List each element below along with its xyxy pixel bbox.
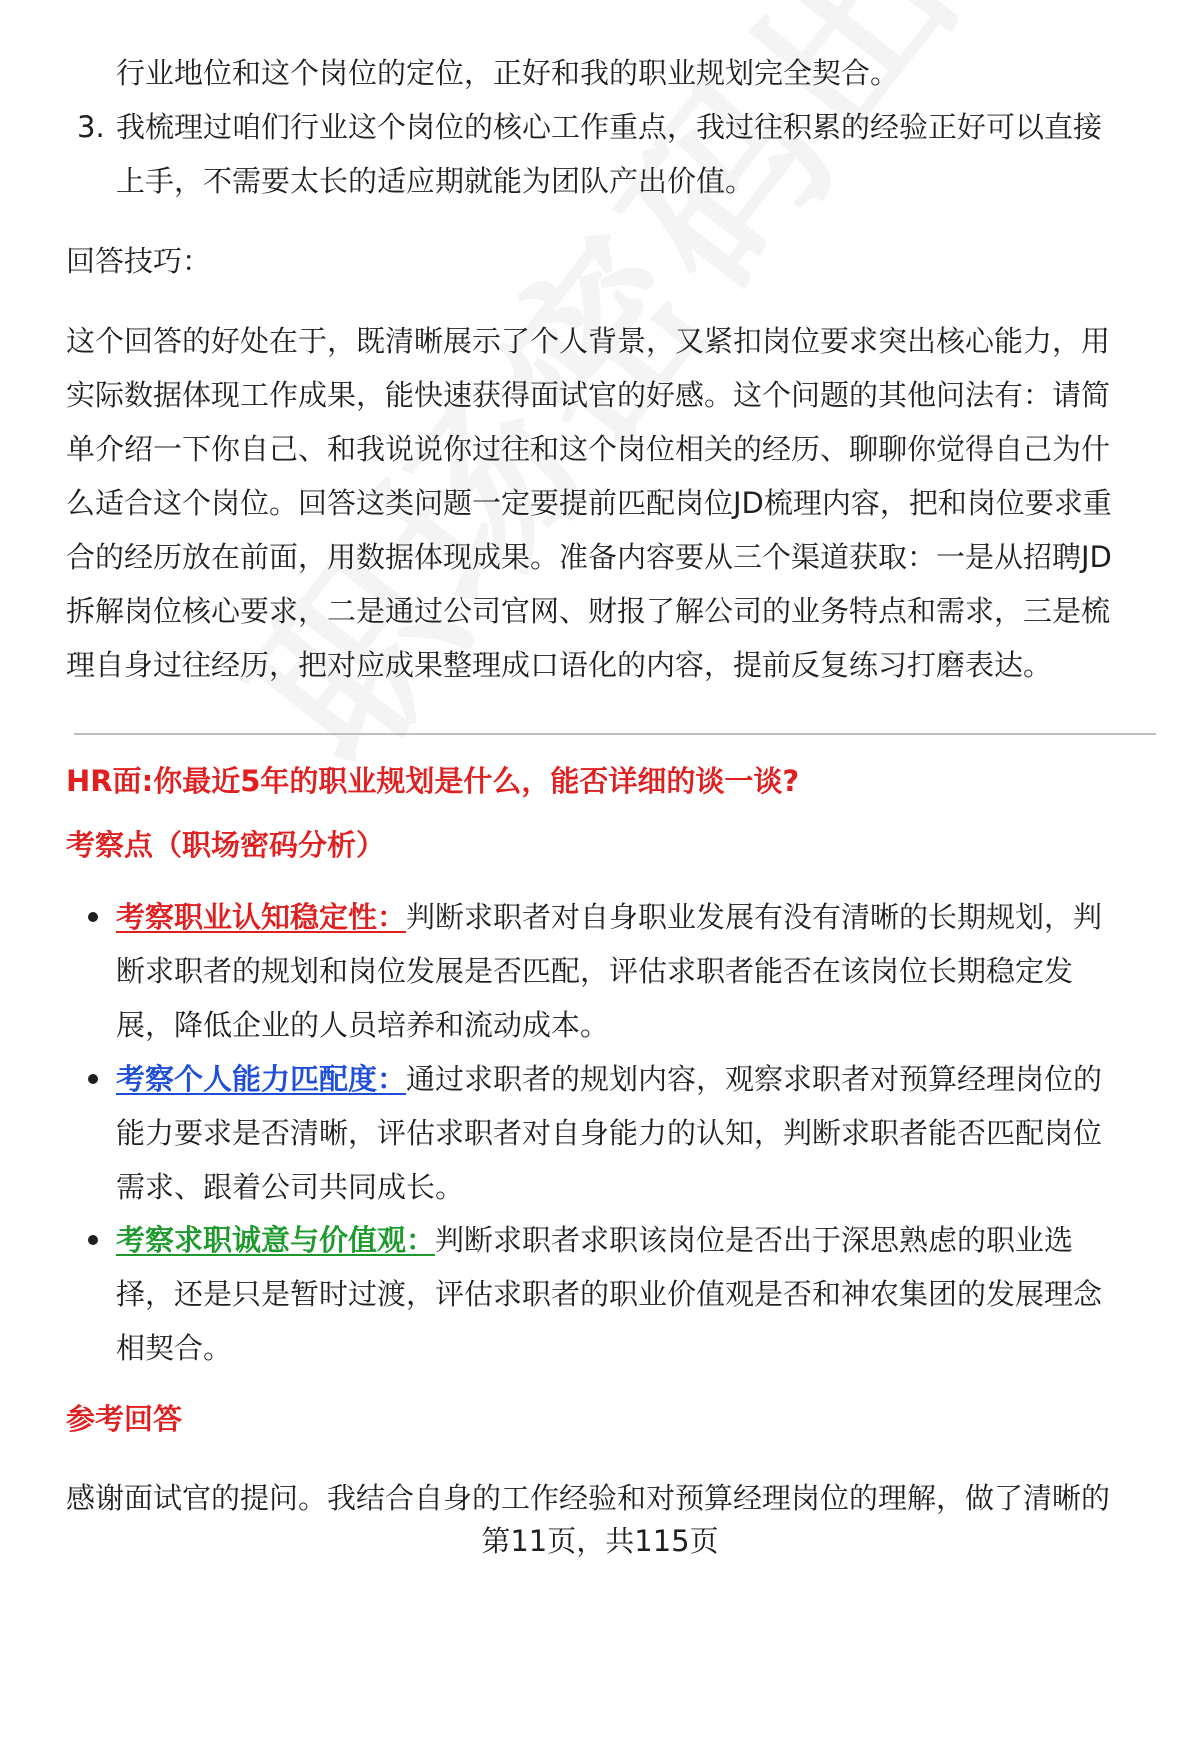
tips-paragraph-line: 么适合这个岗位。回答这类问题一定要提前匹配岗位JD梳理内容，把和岗位要求重 [66,486,1112,520]
answer-heading: 参考回答 [66,1402,183,1436]
point-2-text: 通过求职者的规划内容，观察求职者对预算经理岗位的 [406,1062,1103,1096]
tips-paragraph-line: 单介绍一下你自己、和我说说你过往和这个岗位相关的经历、聊聊你觉得自己为什 [66,432,1111,466]
section-divider [74,733,1156,735]
list-item-number: 3. [77,110,105,144]
point-3-key: 考察求职诚意与价值观： [116,1223,436,1257]
bullet-dot [88,912,98,922]
list-item-3-line-2: 上手，不需要太长的适应期就能为团队产出价值。 [116,164,755,198]
point-3-line-3: 相契合。 [116,1331,233,1365]
point-2-key: 考察个人能力匹配度： [116,1062,407,1096]
tips-paragraph-line: 这个回答的好处在于，既清晰展示了个人背景，又紧扣岗位要求突出核心能力，用 [66,324,1111,358]
point-1-line-2: 断求职者的规划和岗位发展是否匹配，评估求职者能否在该岗位长期稳定发 [116,954,1074,988]
point-3-line-2: 择，还是只是暂时过渡，评估求职者的职业价值观是否和神农集团的发展理念 [116,1277,1103,1311]
point-1-line-3: 展，降低企业的人员培养和流动成本。 [116,1008,610,1042]
point-1-key: 考察职业认知稳定性： [116,900,407,934]
tips-paragraph-line: 理自身过往经历，把对应成果整理成口语化的内容，提前反复练习打磨表达。 [66,648,1053,682]
point-2-line-2: 能力要求是否清晰，评估求职者对自身能力的认知，判断求职者能否匹配岗位 [116,1116,1103,1150]
list-item-3-line-1: 我梳理过咱们行业这个岗位的核心工作重点，我过往积累的经验正好可以直接 [116,110,1103,144]
tips-paragraph-line: 合的经历放在前面，用数据体现成果。准备内容要从三个渠道获取：一是从招聘JD [66,540,1112,574]
answer-line-1: 感谢面试官的提问。我结合自身的工作经验和对预算经理岗位的理解，做了清晰的 [66,1481,1111,1515]
point-1-text: 判断求职者对自身职业发展有没有清晰的长期规划，判 [406,900,1103,934]
point-1-line-1 [116,898,1102,936]
page-number-footer: 第11页，共115页 [481,1524,719,1558]
tips-paragraph-line: 实际数据体现工作成果，能快速获得面试官的好感。这个问题的其他问法有：请简 [66,378,1111,412]
bullet-dot [88,1074,98,1084]
list-continuation-line: 行业地位和这个岗位的定位，正好和我的职业规划完全契合。 [116,56,900,90]
point-2-line-1 [116,1060,1102,1098]
question-title: HR面:你最近5年的职业规划是什么，能否详细的谈一谈? [66,764,800,798]
points-heading: 考察点（职场密码分析） [66,828,386,862]
tips-heading: 回答技巧： [66,244,212,278]
point-3-line-1 [116,1221,1073,1259]
point-2-line-3: 需求、跟着公司共同成长。 [116,1170,465,1204]
tips-paragraph-line: 拆解岗位核心要求，二是通过公司官网、财报了解公司的业务特点和需求，三是梳 [66,594,1111,628]
bullet-dot [88,1235,98,1245]
point-3-text: 判断求职者求职该岗位是否出于深思熟虑的职业选 [435,1223,1074,1257]
